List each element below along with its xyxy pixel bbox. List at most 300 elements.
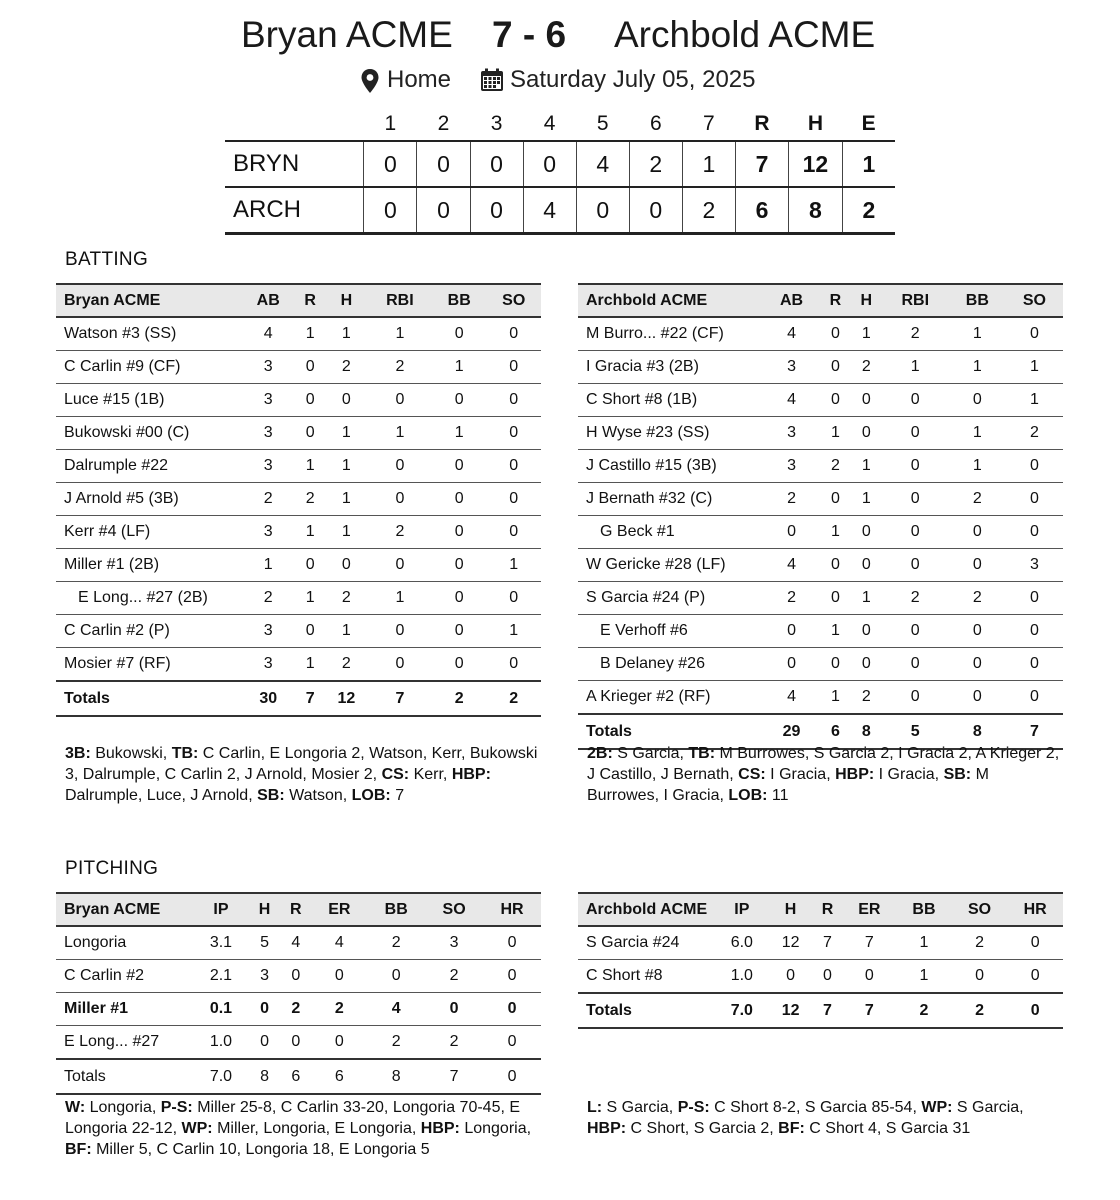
inning-header: 1 [384,112,397,135]
table-row [578,384,1063,417]
note-key: HBP: [451,766,491,783]
pitching-section-title: PITCHING [65,858,159,879]
note-key: WP: [181,1120,213,1137]
player-name: W Gericke #28 (LF) [578,549,763,582]
stat-cell: 1 [820,681,851,715]
stat-cell: 3 [449,934,459,951]
stat-cell: 0 [882,681,949,715]
errors-header: E [861,112,876,135]
stat-cell: 3 [763,417,820,450]
stat-cell: 0 [432,516,486,549]
table-row [578,317,1063,351]
note-text: Dalrumple, Luce, J Arnold, [65,787,258,804]
hits-header: H [807,112,823,135]
note-text: M Burrowes, I Gracia, [587,766,989,804]
player-name: Miller #1 (2B) [56,549,241,582]
stat-cell: 2 [241,582,295,615]
stat-cell: 0 [882,417,949,450]
team-column-header: Bryan ACME [56,893,193,926]
column-header: BB [432,284,486,317]
note-key: BF: [778,1120,805,1137]
stat-cell: 0 [851,615,882,648]
player-name: A Krieger #2 (RF) [578,681,763,715]
game-location: Home [387,66,452,93]
table-row [578,926,1063,960]
stat-cell: 7 [823,934,832,951]
player-name: Watson #3 (SS) [64,325,177,342]
column-header: HR [483,893,541,926]
note-key: W: [65,1099,86,1116]
stat-cell: 0 [769,960,813,994]
stat-cell: 7 [1006,714,1063,749]
stat-cell: 0 [432,384,486,417]
note-text: Miller, Longoria, E Longoria, [212,1120,421,1137]
linescore-team: ARCH [233,196,302,223]
note-key: L: [587,1099,603,1116]
column-header: H [851,284,882,317]
stat-cell: 5 [260,934,269,951]
stat-cell: 6 [820,714,851,749]
stat-cell: 1 [325,483,368,516]
home-pitching-notes [65,1097,540,1160]
stat-cell: 0 [1006,483,1063,516]
stat-cell: 0 [507,934,517,951]
stat-cell: 1 [820,516,851,549]
stat-cell: 0 [1006,648,1063,681]
stat-cell: 0 [820,351,851,384]
inning-score: 2 [682,187,735,234]
errors-total: 1 [842,141,895,187]
stat-cell: 1 [325,615,368,648]
column-header: BB [949,284,1006,317]
column-header: HR [1007,893,1063,926]
away-pitching-notes [587,1097,1062,1139]
stat-cell: 0 [249,1026,280,1060]
note-key: 3B: [65,745,91,762]
stat-cell: 29 [763,714,820,749]
stat-cell: 1 [295,648,324,682]
stat-cell: 4 [763,681,820,715]
stat-cell: 2 [311,993,367,1026]
hits-total: 12 [789,141,843,187]
stat-cell: 30 [241,681,295,716]
stat-cell: 7 [843,993,897,1028]
note-text: 11 [767,787,789,804]
stat-cell: 6 [280,1059,311,1094]
stat-cell: 7 [813,993,843,1028]
stat-cell: 0 [763,648,820,681]
stat-cell: 0 [483,1059,541,1094]
home-batting-table [56,283,541,717]
table-row [56,926,541,960]
hits-total: 8 [789,187,843,234]
team-column-header: Archbold ACME [578,893,715,926]
stat-cell: 1 [295,450,324,483]
player-name: Luce #15 (1B) [56,384,241,417]
stat-cell: 0 [432,450,486,483]
stat-cell: 1.0 [193,1026,249,1060]
note-text: C Carlin, E Longoria 2, Watson, Kerr, Bukowski 3, Dalrumple, C Carlin 2, J Arnold, Mosier 2, [65,745,538,783]
stat-cell: 0 [486,516,541,549]
stat-cell: 1 [325,417,368,450]
stat-cell: 4 [263,325,273,342]
stat-cell: 0 [952,960,1008,994]
home-team-name: Bryan ACME [241,14,453,55]
stat-cell: 1 [1006,351,1063,384]
stat-cell: 2 [952,993,1008,1028]
stat-cell: 0 [851,384,882,417]
stat-cell: 0 [432,483,486,516]
stat-cell: 3 [763,450,820,483]
table-row [578,582,1063,615]
stat-cell: 12 [781,934,800,951]
table-row [56,450,541,483]
stat-cell: 0 [1006,450,1063,483]
table-row [578,648,1063,681]
inning-score: 4 [523,187,576,234]
stat-cell: 2 [241,483,295,516]
stat-cell: 0 [432,648,486,682]
stat-cell: 0 [295,351,324,384]
stat-cell: 0 [311,960,367,993]
note-key: BF: [65,1141,92,1158]
stat-cell: 0 [486,351,541,384]
stat-cell: 0 [486,483,541,516]
stat-cell: 0.1 [193,993,249,1026]
inning-score: 0 [629,187,682,234]
away-pitching-table [578,892,1063,1029]
note-text: S Garcia, [612,745,689,762]
player-name: C Short #8 (1B) [578,384,763,417]
stat-cell: 0 [425,993,483,1026]
stat-cell: 8 [851,714,882,749]
stat-cell: 0 [851,516,882,549]
note-key: TB: [171,745,199,762]
stat-cell: 0 [368,615,432,648]
stat-cell: 0 [1007,960,1063,994]
stat-cell: 1 [851,582,882,615]
stat-cell: 0 [1007,993,1063,1028]
player-name: Dalrumple #22 [56,450,241,483]
note-key: 2B: [587,745,613,762]
stat-cell: 0 [882,648,949,681]
note-key: SB: [943,766,972,783]
column-header: ER [311,893,367,926]
linescore-row [225,141,895,187]
home-batting-notes [65,743,540,806]
note-key: SB: [257,787,285,804]
note-text: C Short 8-2, S Garcia 85-54, [709,1099,922,1116]
stat-cell: 0 [295,417,324,450]
stat-cell: 0 [1006,582,1063,615]
stat-cell: 2 [391,934,401,951]
stat-cell: 1 [486,549,541,582]
stat-cell: 0 [486,648,541,682]
stat-cell: 1 [295,516,324,549]
stat-cell: 3 [241,450,295,483]
column-header: SO [1006,284,1063,317]
stat-cell: 0 [486,384,541,417]
stat-cell: 0 [295,549,324,582]
pitcher-name: C Carlin #2 [56,960,193,993]
stat-cell: 0 [483,960,541,993]
stat-cell: 1.0 [715,960,769,994]
stat-cell: 0 [882,483,949,516]
stat-cell: 0 [295,615,324,648]
stat-cell: 1 [972,325,982,342]
note-text: Kerr, [409,766,452,783]
stat-cell: 1 [432,351,486,384]
stat-cell: 2 [882,582,949,615]
note-text: Bukowski, [90,745,172,762]
stat-cell: 1 [305,325,315,342]
stat-cell: 2 [280,993,311,1026]
player-name: M Burro... #22 (CF) [586,325,724,342]
away-batting-notes [587,743,1062,806]
note-key: P-S: [160,1099,193,1116]
linescore-team: BRYN [233,150,300,177]
column-header: R [813,893,843,926]
stat-cell: 0 [813,960,843,994]
stat-cell: 0 [820,648,851,681]
note-key: HBP: [835,766,875,783]
stat-cell: 8 [249,1059,280,1094]
stat-cell: 6 [311,1059,367,1094]
player-name: E Long... #27 (2B) [56,582,241,615]
stat-cell: 0 [483,1026,541,1060]
stat-cell: 1 [295,582,324,615]
stat-cell: 0 [949,384,1006,417]
stat-cell: 0 [831,325,840,342]
stat-cell: 2 [486,681,541,716]
stat-cell: 3 [241,384,295,417]
stat-cell: 2 [975,934,984,951]
table-row [578,516,1063,549]
stat-cell: 3 [1006,549,1063,582]
stat-cell: 4 [291,934,301,951]
stat-cell: 7.0 [193,1059,249,1094]
table-row [578,615,1063,648]
stat-cell: 0 [454,325,464,342]
stat-cell: 3.1 [209,934,233,951]
stat-cell: 2 [949,582,1006,615]
player-name: Mosier #7 (RF) [56,648,241,682]
note-key: TB: [688,745,716,762]
stat-cell: 1 [820,417,851,450]
player-name: S Garcia #24 (P) [578,582,763,615]
inning-score: 0 [523,141,576,187]
stat-cell: 2 [851,351,882,384]
stat-cell: 0 [432,582,486,615]
stat-cell: 0 [483,993,541,1026]
stat-cell: 7.0 [715,993,769,1028]
note-text: C Short 4, S Garcia 31 [804,1120,971,1137]
stat-cell: 1 [368,417,432,450]
stat-cell: 2 [295,483,324,516]
stat-cell: 2 [325,582,368,615]
table-row [56,615,541,648]
stat-cell: 1 [882,351,949,384]
column-header: SO [952,893,1008,926]
table-row [578,417,1063,450]
column-header: IP [193,893,249,926]
stat-cell: 0 [1029,325,1039,342]
table-row [56,960,541,993]
stat-cell: 1 [395,325,405,342]
pitcher-name: S Garcia #24 [586,934,680,951]
stat-cell: 2 [910,325,920,342]
pitcher-name: E Long... #27 [56,1026,193,1060]
stat-cell: 0 [368,648,432,682]
stat-cell: 0 [882,516,949,549]
runs-total: 6 [735,187,788,234]
inning-score: 0 [364,141,417,187]
column-header: RBI [882,284,949,317]
stat-cell: 0 [432,615,486,648]
stat-cell: 0 [851,417,882,450]
totals-label: Totals [578,993,715,1028]
note-text: I Gracia, [765,766,836,783]
stat-cell: 3 [763,351,820,384]
table-row [56,516,541,549]
stat-cell: 2 [325,648,368,682]
stat-cell: 0 [882,549,949,582]
stat-cell: 2 [368,351,432,384]
table-row [578,450,1063,483]
stat-cell: 4 [334,934,344,951]
stat-cell: 2.1 [193,960,249,993]
player-name: J Castillo #15 (3B) [578,450,763,483]
note-text: Watson, [284,787,352,804]
stat-cell: 0 [820,582,851,615]
note-text: S Garcia, [952,1099,1024,1116]
pitcher-name: C Short #8 [578,960,715,994]
stat-cell: 0 [1006,615,1063,648]
column-header: BB [896,893,952,926]
team-column-header: Bryan ACME [56,284,241,317]
stat-cell: 12 [325,681,368,716]
note-text: Longoria, [85,1099,161,1116]
totals-row [56,1059,541,1094]
note-text: I Gracia, [874,766,944,783]
table-row [578,681,1063,715]
player-name: Kerr #4 (LF) [56,516,241,549]
totals-row [578,993,1063,1028]
stat-cell: 1 [820,615,851,648]
note-key: LOB: [728,787,768,804]
stat-cell: 4 [763,384,820,417]
table-row [56,351,541,384]
stat-cell: 0 [432,549,486,582]
stat-cell: 2 [367,1026,425,1060]
stat-cell: 5 [882,714,949,749]
note-key: P-S: [677,1099,710,1116]
stat-cell: 7 [425,1059,483,1094]
stat-cell: 0 [368,483,432,516]
linescore-row [225,187,895,234]
stat-cell: 2 [1006,417,1063,450]
totals-label: Totals [56,681,241,716]
note-text: Miller 25-8, C Carlin 33-20, Longoria 70-45, E Longoria 22-12, [65,1099,521,1137]
stat-cell: 0 [368,549,432,582]
table-row [56,1026,541,1060]
stat-cell: 1 [241,549,295,582]
stat-cell: 0 [249,993,280,1026]
team-column-header: Archbold ACME [578,284,763,317]
stat-cell: 4 [367,993,425,1026]
inning-header: 3 [490,112,503,135]
column-header: R [820,284,851,317]
table-row [578,483,1063,516]
note-text: C Short, S Garcia 2, [626,1120,779,1137]
table-row [578,549,1063,582]
stat-cell: 0 [368,450,432,483]
stat-cell: 0 [882,450,949,483]
final-score: 7 - 6 [492,14,567,55]
note-text: Miller 5, C Carlin 10, Longoria 18, E Longoria 5 [91,1141,430,1158]
stat-cell: 8 [367,1059,425,1094]
stat-cell: 0 [509,325,519,342]
stat-cell: 0 [820,483,851,516]
inning-score: 0 [576,187,629,234]
stat-cell: 1 [851,483,882,516]
inning-score: 0 [417,141,470,187]
stat-cell: 3 [241,615,295,648]
totals-label: Totals [56,1059,193,1094]
table-row [56,483,541,516]
note-key: HBP: [587,1120,627,1137]
table-row [56,648,541,682]
stat-cell: 0 [820,384,851,417]
column-header: IP [715,893,769,926]
note-key: CS: [738,766,766,783]
player-name: H Wyse #23 (SS) [578,417,763,450]
stat-cell: 0 [325,549,368,582]
inning-score: 0 [417,187,470,234]
column-header: H [325,284,368,317]
stat-cell: 2 [896,993,952,1028]
note-key: CS: [381,766,410,783]
note-key: WP: [921,1099,953,1116]
batting-section-title: BATTING [65,249,149,270]
column-header: BB [367,893,425,926]
column-header: AB [241,284,295,317]
totals-label: Totals [578,714,763,749]
stat-cell: 4 [763,549,820,582]
player-name: B Delaney #26 [578,648,763,681]
stat-cell: 2 [432,681,486,716]
pitcher-name: Longoria [64,934,127,951]
stat-cell: 0 [280,960,311,993]
stat-cell: 7 [295,681,324,716]
inning-header: 2 [437,112,450,135]
inning-header: 5 [596,112,609,135]
column-header: ER [843,893,897,926]
stat-cell: 1 [949,417,1006,450]
stat-cell: 0 [368,384,432,417]
stat-cell: 0 [949,681,1006,715]
stat-cell: 0 [882,384,949,417]
stat-cell: 3 [249,960,280,993]
player-name: I Gracia #3 (2B) [578,351,763,384]
stat-cell: 0 [949,648,1006,681]
location-pin-icon [360,68,380,94]
game-date: Saturday July 05, 2025 [510,66,756,93]
stat-cell: 1 [949,351,1006,384]
column-header: R [295,284,324,317]
table-row [56,317,541,351]
stat-cell: 0 [311,1026,367,1060]
